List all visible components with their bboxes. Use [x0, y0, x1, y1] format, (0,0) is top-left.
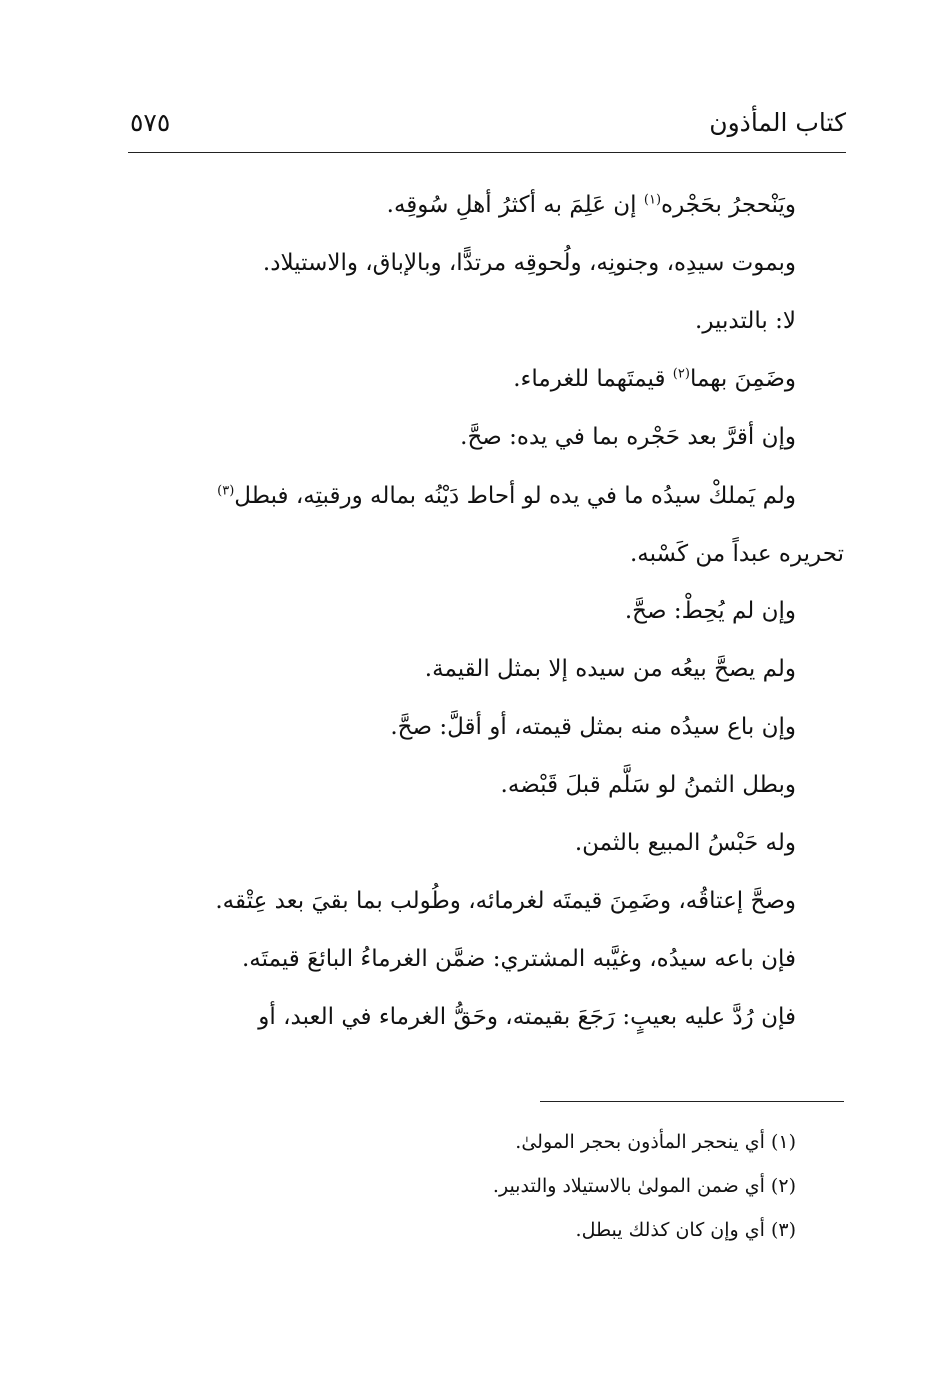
footnote-ref[interactable]: (٢) — [672, 366, 690, 382]
text-line: فإن باعه سيدُه، وغيَّبه المشتري: ضمَّن الغرماءُ البائعَ قيمتَه. — [241, 946, 796, 972]
text-line: لا: بالتدبير. — [695, 308, 796, 334]
text-line: وبموت سيدِه، وجنونِه، ولُحوقِه مرتدًّا، وبالإباق، والاستيلاد. — [262, 250, 796, 276]
footnote-ref[interactable]: (١) — [643, 192, 662, 208]
main-text — [130, 176, 844, 1046]
text-line: وضَمِنَ بهما$^{(٢)}$ قيمتَهما للغرماء. — [513, 366, 796, 392]
text-line: وصحَّ إعتاقُه، وضَمِنَ قيمتَه لغرمائه، وطُولب بما بقيَ بعد عِتْقه. — [215, 888, 796, 914]
page-number: ٥٧٥ — [130, 108, 171, 137]
text-line: ولم يَملكْ سيدُه ما في يده لو أحاط دَيْنُه بماله ورقبتِه، فبطل$^{(٣)}$ تحريره عبداً من كَسْبه. — [130, 466, 796, 582]
footnotes — [360, 1120, 796, 1252]
text-line: فإن رُدَّ عليه بعيبٍ: رَجَعَ بقيمته، وحَقُّ الغرماء في العبد، أو — [258, 1004, 796, 1030]
text-line: وإن أقرَّ بعد حَجْره بما في يده: صحَّ. — [460, 424, 796, 450]
text-line: ويَنْحجرُ بحَجْره$^{(١)}$ إن عَلِمَ به أكثرُ أهلِ سُوقِه. — [386, 192, 796, 218]
text-line: وله حَبْسُ المبيع بالثمن. — [574, 830, 796, 856]
page-header — [128, 108, 846, 154]
running-title: كتاب المأذون — [709, 108, 846, 137]
footnote: (٣) أي وإن كان كذلك يبطل. — [575, 1219, 796, 1241]
footnote-ref[interactable]: (٣) — [217, 483, 235, 499]
footnote-rule — [540, 1101, 844, 1102]
text-line: وإن لم يُحِطْ: صحَّ. — [624, 598, 796, 624]
text-line: وبطل الثمنُ لو سَلَّم قبلَ قَبْضه. — [500, 772, 796, 798]
text-line: وإن باع سيدُه منه بمثل قيمته، أو أقلَّ: صحَّ. — [390, 714, 796, 740]
footnote: (١) أي ينحجر المأذون بحجر المولىٰ. — [515, 1131, 796, 1153]
header-rule — [128, 152, 846, 153]
line-continuation: تحريره عبداً من كَسْبه. — [629, 541, 844, 567]
text-line: ولم يصحَّ بيعُه من سيده إلا بمثل القيمة. — [424, 656, 796, 682]
footnote: (٢) أي ضمن المولىٰ بالاستيلاد والتدبير. — [492, 1175, 796, 1197]
